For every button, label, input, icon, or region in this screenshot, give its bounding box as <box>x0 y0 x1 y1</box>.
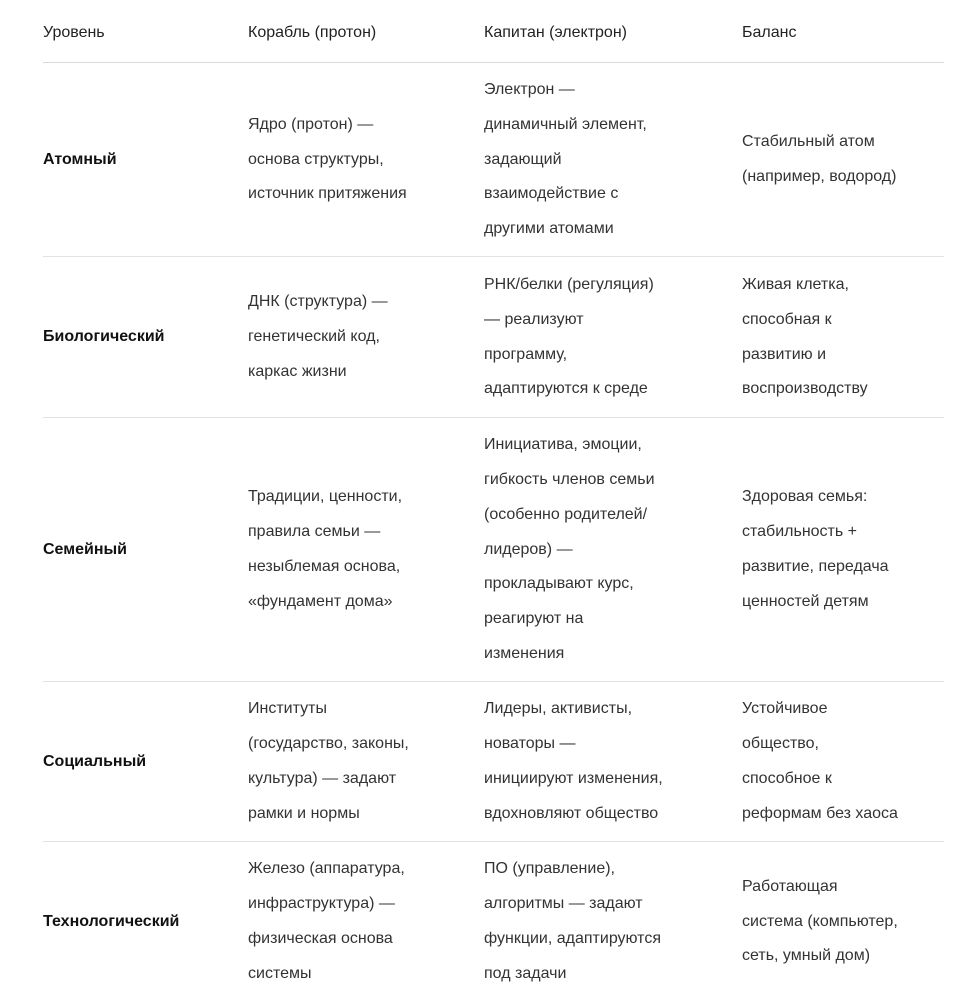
level-cell: Социальный <box>43 752 147 770</box>
ship-cell: Ядро (протон) — основа структуры, источник притяжения <box>248 115 407 203</box>
header-balance: Баланс <box>742 24 797 41</box>
captain-cell: РНК/белки (регуляция) — реализуют программу, адаптируются к среде <box>484 275 654 398</box>
header-level: Уровень <box>43 24 105 41</box>
captain-cell: ПО (управление), алгоритмы — задают функции, адаптируются под задачи <box>484 860 661 982</box>
captain-cell: Лидеры, активисты, новаторы — инициируют изменения, вдохновляют общество <box>484 700 663 822</box>
level-cell: Атомный <box>43 150 117 168</box>
balance-cell: Живая клетка, способная к развитию и воспроизводству <box>742 275 868 398</box>
balance-cell: Стабильный атом (например, водород) <box>742 133 897 185</box>
ship-cell: Традиции, ценности, правила семьи — незыблемая основа, «фундамент дома» <box>248 488 403 610</box>
table-row <box>43 257 944 418</box>
balance-cell: Здоровая семья: стабильность + развитие, передача ценностей детям <box>742 488 889 610</box>
ship-cell: ДНК (структура) — генетический код, каркас жизни <box>248 293 388 380</box>
table-row <box>43 418 944 682</box>
header-ship: Корабль (протон) <box>248 24 377 41</box>
comparison-table <box>43 0 944 1002</box>
table-row <box>43 682 944 842</box>
level-cell: Семейный <box>43 540 127 558</box>
ship-cell: Институты (государство, законы, культура) — задают рамки и нормы <box>248 700 409 822</box>
balance-cell: Устойчивое общество, способное к реформам без хаоса <box>742 700 898 822</box>
header-captain: Капитан (электрон) <box>484 24 627 41</box>
table-header <box>43 0 944 63</box>
ship-cell: Железо (аппаратура, инфраструктура) — физическая основа системы <box>248 860 405 982</box>
level-cell: Технологический <box>43 912 180 930</box>
table-row <box>43 63 944 257</box>
level-cell: Биологический <box>43 328 165 346</box>
captain-cell: Инициатива, эмоции, гибкость членов семьи (особенно родителей/ лидеров) — прокладывают курс, реагируют на изменения <box>484 436 655 662</box>
balance-cell: Работающая система (компьютер, сеть, умный дом) <box>742 877 898 965</box>
captain-cell: Электрон — динамичный элемент, задающий взаимодействие с другими атомами <box>484 81 647 238</box>
table-row <box>43 842 944 1002</box>
